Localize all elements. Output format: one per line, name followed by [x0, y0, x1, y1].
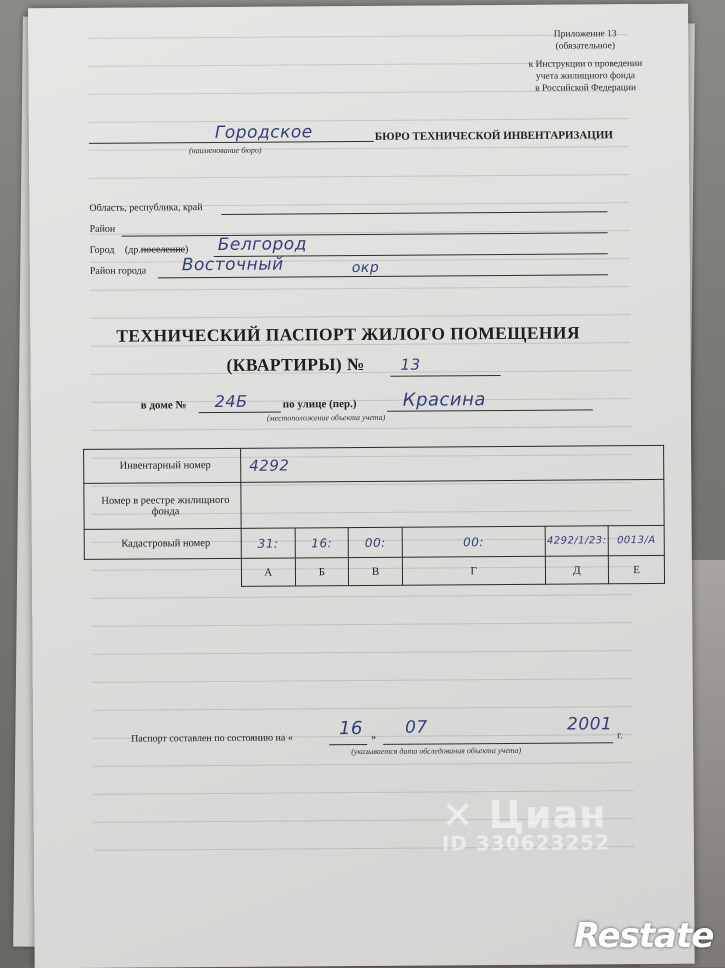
cadastral-cell-c — [348, 527, 402, 557]
appendix-line: к Инструкции о проведении — [528, 59, 643, 70]
table-row-codes — [84, 555, 664, 587]
registry-value-cell — [241, 479, 664, 528]
bureau-name-line — [89, 141, 374, 144]
region-label: Область, республика, край — [89, 202, 203, 214]
cadastral-cell-f — [608, 525, 664, 555]
table-row-inventory — [84, 445, 664, 483]
region-line — [221, 211, 607, 215]
code-cell-e — [545, 556, 609, 584]
street-name: Красина — [402, 389, 486, 411]
cadastral-cell-d — [402, 526, 545, 557]
appendix-line: учета жилищного фонда — [535, 71, 636, 82]
appendix-note — [490, 28, 680, 95]
column-code: Б — [318, 565, 326, 578]
date-year-line — [563, 742, 613, 743]
date-month-line — [383, 743, 563, 745]
code-cell-f — [609, 555, 665, 583]
date-month: 07 — [404, 717, 428, 738]
bureau-name-caption: (наименование бюро) — [188, 145, 262, 156]
apartment-number-line — [391, 375, 501, 377]
inventory-value-cell — [241, 445, 664, 482]
district-label: Район — [89, 223, 116, 235]
column-code: Е — [633, 563, 640, 576]
cadastral-value-f: 0013/А — [617, 534, 656, 547]
location-caption: (местоположение объекта учета) — [266, 412, 386, 423]
city-label — [90, 244, 189, 256]
table-row-cadastral — [84, 525, 664, 559]
registry-label-cell — [84, 482, 241, 529]
passport-sheet — [28, 4, 695, 968]
date-day-line — [329, 744, 367, 745]
city-label-start: Город — [89, 244, 115, 256]
appendix-line: Приложение 13 — [553, 29, 617, 40]
document-title-apartment: (КВАРТИРЫ) № — [226, 353, 365, 375]
cian-watermark-id: ID 330623252 — [441, 830, 611, 856]
street-name-line — [387, 409, 593, 411]
registry-label: Номер в реестре жилищного фонда — [101, 494, 230, 517]
bureau-name-handwritten: Городское — [214, 122, 313, 144]
district-line — [122, 232, 608, 236]
document-title: ТЕХНИЧЕСКИЙ ПАСПОРТ ЖИЛОГО ПОМЕЩЕНИЯ — [116, 322, 581, 346]
house-number: 24Б — [214, 391, 248, 412]
cadastral-label: Кадастровый номер — [121, 538, 211, 550]
cadastral-value-e: 4292/1/23: — [546, 535, 607, 547]
appendix-line: (обязательное) — [555, 41, 616, 52]
column-code: Г — [470, 564, 477, 577]
code-cell-b — [295, 558, 349, 586]
column-code: А — [264, 566, 273, 579]
cadastral-value-d: 00: — [462, 534, 484, 549]
cadastral-cell-a — [241, 528, 295, 558]
city-district-label: Район города — [89, 265, 147, 277]
city-district-suffix: окр — [351, 259, 380, 277]
table-row-registry — [84, 479, 664, 529]
date-year: 2001 — [566, 714, 613, 735]
appendix-line: в Российской Федерации — [535, 83, 637, 94]
column-code: В — [371, 565, 380, 578]
cadastral-value-a: 31: — [257, 536, 279, 551]
inventory-value: 4292 — [249, 455, 290, 475]
code-cell-a — [241, 558, 295, 586]
cadastral-cell-b — [295, 528, 349, 558]
codes-spacer — [84, 558, 241, 587]
inventory-label-cell — [84, 448, 241, 483]
cadastral-value-c: 00: — [364, 535, 386, 550]
code-cell-c — [349, 557, 403, 585]
cadastral-label-cell — [84, 528, 241, 559]
cian-watermark — [441, 792, 610, 855]
cadastral-cell-e — [545, 526, 609, 556]
street-label: по улице (пер.) — [282, 398, 357, 411]
city-label-end: ) — [184, 244, 189, 256]
date-label: Паспорт составлен по состоянию на « — [131, 732, 293, 745]
restate-logo: Restate — [574, 916, 714, 956]
house-label: в доме № — [140, 399, 187, 412]
date-mid: » — [371, 731, 377, 743]
date-day: 16 — [338, 717, 364, 740]
inventory-label: Инвентарный номер — [119, 460, 211, 472]
city-value: Белгород — [217, 234, 307, 255]
cian-watermark-logo: ✕ Циан — [441, 792, 607, 838]
apartment-number: 13 — [400, 355, 421, 374]
column-code: Д — [573, 563, 581, 577]
code-cell-d — [402, 556, 545, 585]
city-label-struck: поселение — [140, 244, 186, 256]
identification-table — [83, 445, 665, 588]
city-district-value: Восточный — [181, 254, 284, 276]
cadastral-value-b: 16: — [311, 535, 333, 550]
bureau-label: БЮРО ТЕХНИЧЕСКОЙ ИНВЕНТАРИЗАЦИИ — [374, 129, 613, 143]
date-suffix: г. — [617, 730, 623, 742]
date-caption: (указывается дата обследования объекта учета) — [351, 745, 522, 757]
city-label-mid: (др. — [124, 244, 141, 256]
